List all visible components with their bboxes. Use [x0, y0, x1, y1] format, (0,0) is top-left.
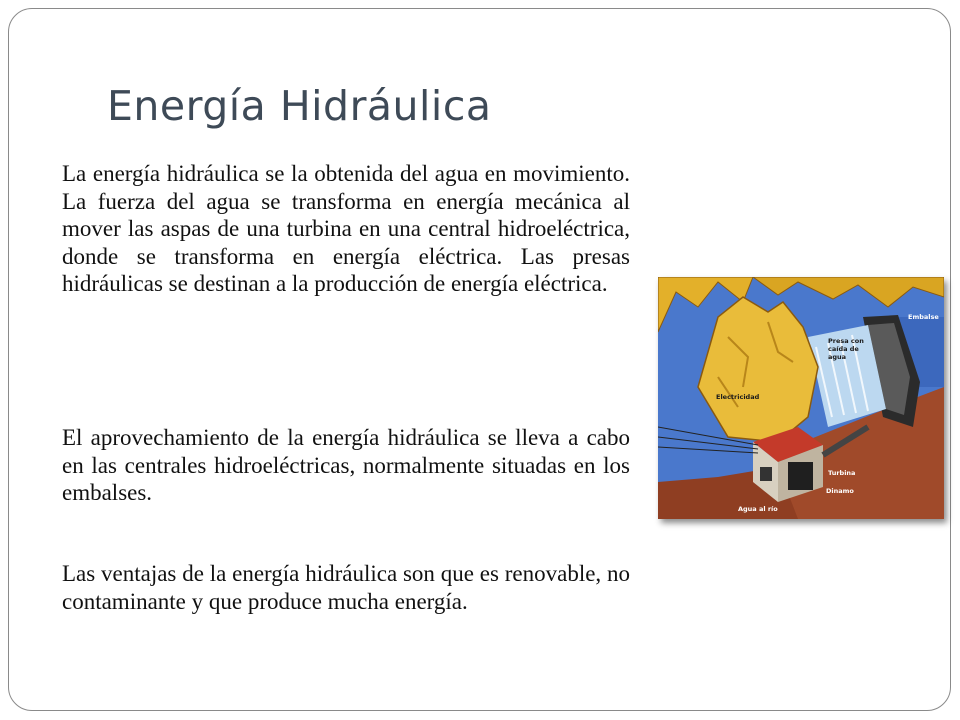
dynamo-unit — [760, 467, 772, 481]
paragraph-definition: La energía hidráulica se la obtenida del agua en movimiento. La fuerza del agua se transforma en energía mecánica al mover las aspas de una turbina en una central hidroeléctrica, donde se transforma en energía eléctrica. Las presas hidráulicas se destinan a la producción de energía eléctrica. — [62, 161, 630, 296]
label-electricidad: Electricidad — [716, 393, 760, 401]
label-dinamo: Dinamo — [826, 487, 854, 495]
label-agua-al-rio: Agua al río — [738, 505, 778, 513]
paragraph-usage: El aprovechamiento de la energía hidráulica se lleva a cabo en las centrales hidroeléctricas, normalmente situadas en los embalses. — [62, 425, 630, 505]
label-presa-2: caída de — [828, 345, 859, 353]
turbine-housing — [788, 462, 813, 490]
paragraph-advantages: Las ventajas de la energía hidráulica son que es renovable, no contaminante y que produce mucha energía. — [62, 561, 630, 614]
label-turbina: Turbina — [828, 469, 856, 477]
label-presa-1: Presa con — [828, 337, 864, 345]
slide-title: Energía Hidráulica — [107, 82, 492, 130]
label-presa-3: agua — [828, 353, 847, 361]
label-embalse: Embalse — [908, 313, 939, 321]
hydroelectric-plant-illustration — [658, 277, 944, 519]
